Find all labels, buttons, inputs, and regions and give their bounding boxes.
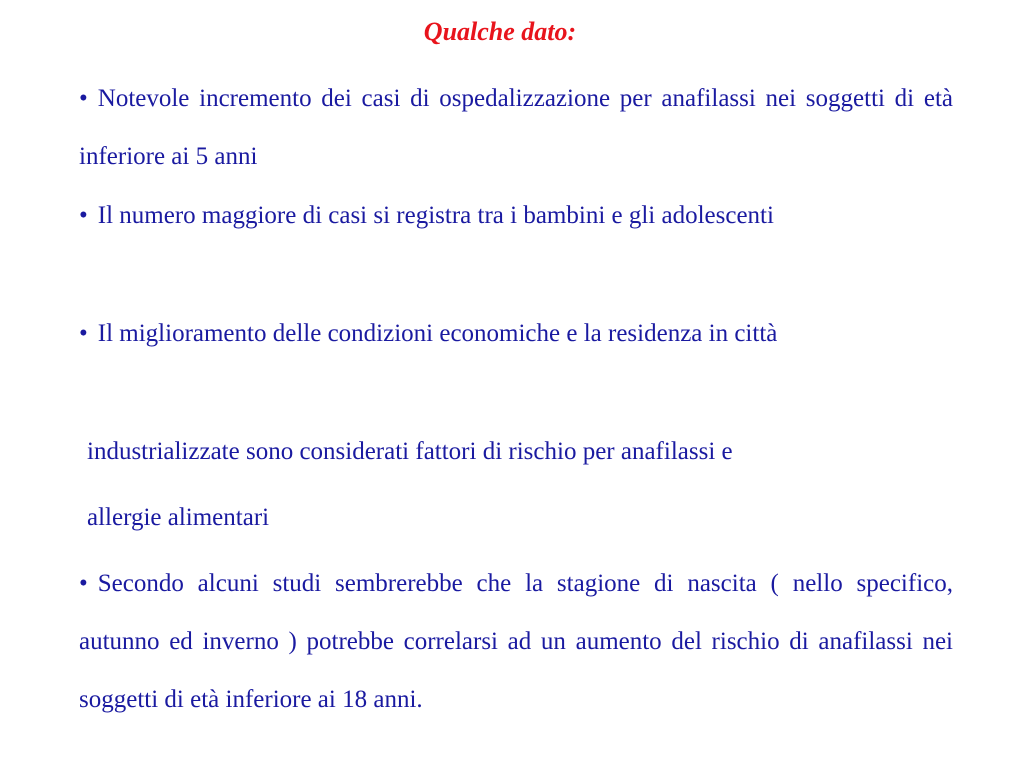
bullet-paragraph-4 xyxy=(79,555,953,729)
bullet-icon: • xyxy=(79,85,88,112)
bullet-icon: • xyxy=(79,202,88,229)
paragraph-text: Il numero maggiore di casi si registra tra i bambini e gli adolescenti xyxy=(97,202,774,229)
paragraph-text: Notevole incremento dei casi di ospedalizzazione per anafilassi nei soggetti di età inferiore ai 5 anni xyxy=(79,85,953,170)
bullet-icon: • xyxy=(79,570,88,597)
continuation-line-1: industrializzate sono considerati fattori di rischio per anafilassi e xyxy=(87,438,733,465)
bullet-paragraph-3 xyxy=(79,305,953,363)
paragraph-text: Secondo alcuni studi sembrerebbe che la stagione di nascita ( nello specifico, autunno ed inverno ) potrebbe correlarsi ad un aumento del rischio di anafilassi nei soggetti di età inferiore ai 18 anni. xyxy=(79,570,953,713)
slide-title: Qualche dato: xyxy=(423,17,577,46)
continuation-line-2: allergie alimentari xyxy=(87,504,270,531)
bullet-paragraph-2 xyxy=(79,187,953,245)
bullet-icon: • xyxy=(79,320,88,347)
paragraph-text: Il miglioramento delle condizioni economiche e la residenza in città xyxy=(97,320,778,347)
bullet-paragraph-1 xyxy=(79,70,953,186)
